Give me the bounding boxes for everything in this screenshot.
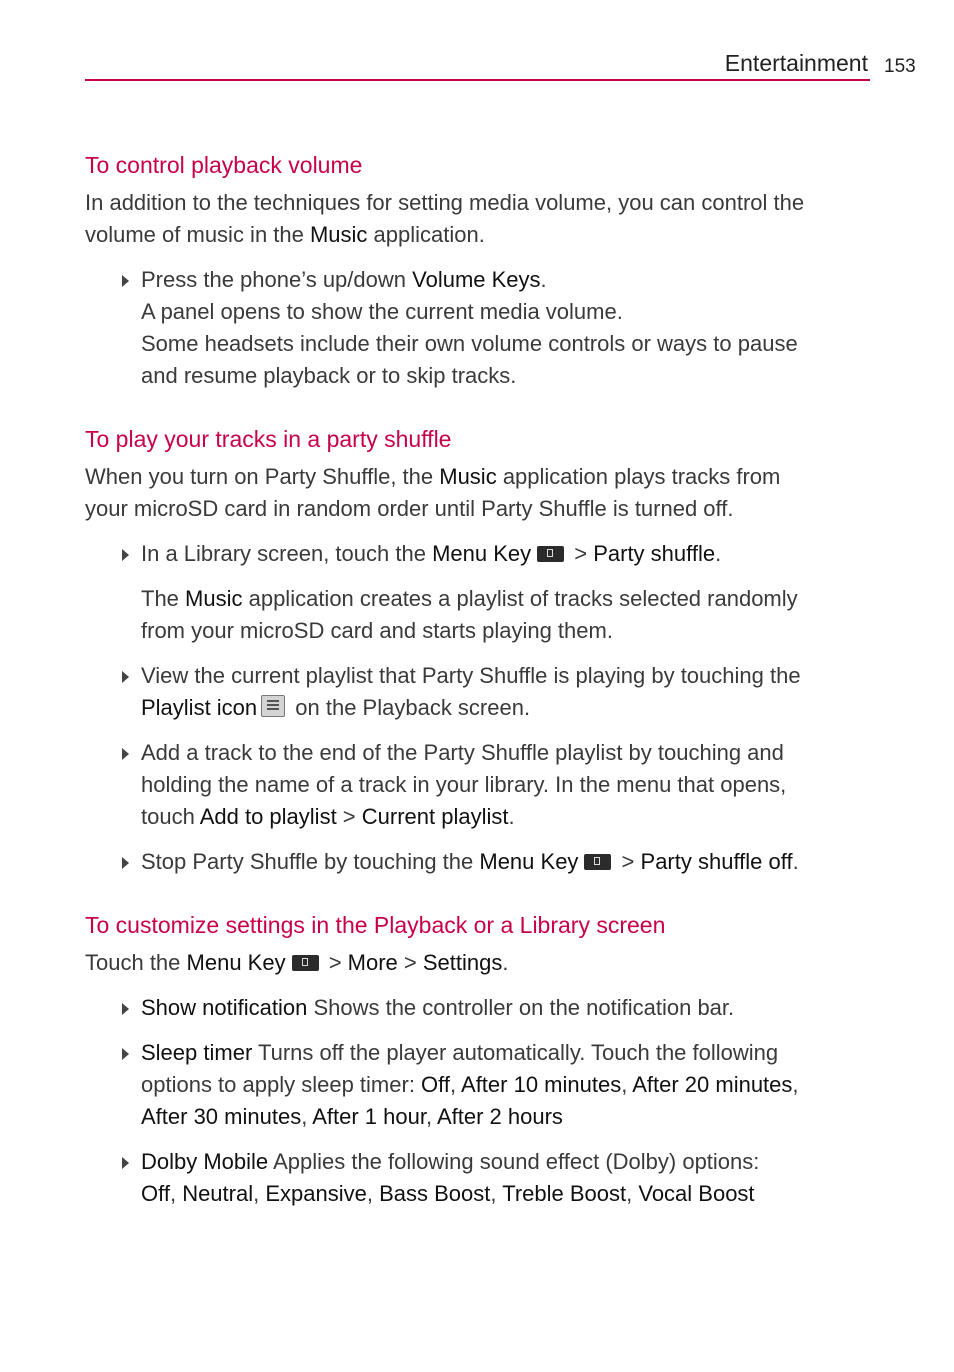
text: , xyxy=(366,1181,380,1206)
heading-playback-volume: To control playback volume xyxy=(85,152,363,178)
bullet-arrow-icon xyxy=(122,1048,129,1060)
text: The xyxy=(141,586,186,611)
s2-bullets xyxy=(85,538,875,878)
text: . xyxy=(508,804,515,829)
dolby-neutral: Neutral xyxy=(182,1181,254,1206)
text: on the Playback screen. xyxy=(289,695,531,720)
settings-term: Settings xyxy=(422,950,503,975)
list-item xyxy=(85,737,875,833)
text: > xyxy=(336,804,362,829)
text: , xyxy=(169,1181,183,1206)
bullet-arrow-icon xyxy=(122,857,129,869)
text: > xyxy=(322,950,348,975)
text-line xyxy=(141,538,875,570)
text: application creates a playlist of tracks selected randomly xyxy=(242,586,798,611)
s1-bullets xyxy=(85,264,875,392)
dolby-mobile-term: Dolby Mobile xyxy=(141,1149,269,1174)
text: . xyxy=(792,849,799,874)
current-playlist-term: Current playlist xyxy=(361,804,509,829)
text-line xyxy=(141,1146,875,1178)
text: , xyxy=(450,1072,462,1097)
list-item xyxy=(85,264,875,392)
text-line: View the current playlist that Party Shuffle is playing by touching the xyxy=(141,663,801,688)
text-line xyxy=(141,583,875,615)
s2-intro-line1 xyxy=(85,461,875,493)
text: . xyxy=(715,541,722,566)
list-item xyxy=(85,846,875,878)
text: application plays tracks from xyxy=(496,464,781,489)
text-line xyxy=(141,1069,875,1101)
text: , xyxy=(621,1072,633,1097)
menu-key-term: Menu Key xyxy=(432,541,532,566)
dolby-bass-boost: Bass Boost xyxy=(379,1181,491,1206)
menu-key-icon xyxy=(537,546,564,562)
text: Shows the controller on the notification bar. xyxy=(307,995,735,1020)
text-line xyxy=(141,264,875,296)
text: Stop Party Shuffle by touching the xyxy=(141,849,480,874)
text: , xyxy=(792,1072,799,1097)
page-header xyxy=(85,48,870,81)
option-20-min: After 20 minutes xyxy=(632,1072,793,1097)
show-notification-term: Show notification xyxy=(141,995,308,1020)
playlist-icon-term: Playlist icon xyxy=(141,695,258,720)
text: > xyxy=(615,849,641,874)
heading-customize-settings: To customize settings in the Playback or a Library screen xyxy=(85,912,666,938)
text-line xyxy=(141,846,875,878)
text-line: Some headsets include their own volume controls or ways to pause xyxy=(141,331,798,356)
text-line xyxy=(141,692,875,724)
bullet-arrow-icon xyxy=(122,748,129,760)
music-term: Music xyxy=(439,464,497,489)
text: options to apply sleep timer: xyxy=(141,1072,422,1097)
text: , xyxy=(425,1104,437,1129)
menu-key-term: Menu Key xyxy=(186,950,286,975)
text-line: from your microSD card and starts playing them. xyxy=(141,618,613,643)
party-shuffle-term: Party shuffle xyxy=(593,541,716,566)
music-term: Music xyxy=(309,222,368,247)
volume-keys-term: Volume Keys xyxy=(412,267,541,292)
text: , xyxy=(626,1181,639,1206)
menu-key-icon xyxy=(584,854,611,870)
add-to-playlist-term: Add to playlist xyxy=(199,804,337,829)
dolby-off: Off xyxy=(141,1181,170,1206)
dolby-vocal-boost: Vocal Boost xyxy=(638,1181,755,1206)
bullet-arrow-icon xyxy=(122,1157,129,1169)
text: volume of music in the xyxy=(85,222,310,247)
s1-intro-line1: In addition to the techniques for setting media volume, you can control the xyxy=(85,190,805,215)
text-line: Add a track to the end of the Party Shuffle playlist by touching and xyxy=(141,740,784,765)
text: Turns off the player automatically. Touch the following xyxy=(252,1040,779,1065)
dolby-expansive: Expansive xyxy=(265,1181,367,1206)
text: , xyxy=(253,1181,266,1206)
text: > xyxy=(568,541,594,566)
text: application. xyxy=(367,222,485,247)
list-item xyxy=(85,992,875,1024)
text: Press the phone’s up/down xyxy=(141,267,413,292)
option-10-min: After 10 minutes xyxy=(461,1072,622,1097)
text: Touch the xyxy=(85,950,187,975)
menu-key-icon xyxy=(292,955,319,971)
text-line xyxy=(141,1037,875,1069)
page-content xyxy=(85,150,875,1223)
bullet-arrow-icon xyxy=(122,549,129,561)
text-line: holding the name of a track in your library. In the menu that opens, xyxy=(141,772,787,797)
text: Applies the following sound effect (Dolby) options: xyxy=(268,1149,760,1174)
text: touch xyxy=(141,804,200,829)
text-line xyxy=(141,1101,875,1133)
text: . xyxy=(540,267,547,292)
bullet-arrow-icon xyxy=(122,275,129,287)
text: When you turn on Party Shuffle, the xyxy=(85,464,440,489)
text: , xyxy=(490,1181,503,1206)
option-30-min: After 30 minutes xyxy=(141,1104,302,1129)
option-2-hours: After 2 hours xyxy=(436,1104,563,1129)
option-1-hour: After 1 hour xyxy=(312,1104,426,1129)
menu-key-term: Menu Key xyxy=(479,849,579,874)
bullet-arrow-icon xyxy=(122,671,129,683)
text: . xyxy=(502,950,509,975)
heading-party-shuffle: To play your tracks in a party shuffle xyxy=(85,426,452,452)
dolby-treble-boost: Treble Boost xyxy=(502,1181,627,1206)
text-line: A panel opens to show the current media volume. xyxy=(141,299,623,324)
more-term: More xyxy=(347,950,398,975)
music-term: Music xyxy=(185,586,243,611)
list-item xyxy=(85,538,875,647)
list-item xyxy=(85,1037,875,1133)
sleep-timer-term: Sleep timer xyxy=(141,1040,253,1065)
playlist-icon xyxy=(261,695,285,717)
s1-intro-line2 xyxy=(85,219,875,251)
party-shuffle-off-term: Party shuffle off xyxy=(640,849,793,874)
list-item xyxy=(85,1146,875,1210)
text-line xyxy=(141,801,875,833)
text-line xyxy=(141,1178,875,1210)
list-item xyxy=(85,660,875,724)
bullet-arrow-icon xyxy=(122,1003,129,1015)
text: , xyxy=(301,1104,313,1129)
section-title: Entertainment xyxy=(724,50,868,76)
s3-bullets xyxy=(85,992,875,1210)
s2-intro-line2: your microSD card in random order until Party Shuffle is turned off. xyxy=(85,496,734,521)
text: > xyxy=(397,950,423,975)
text-line: and resume playback or to skip tracks. xyxy=(141,363,517,388)
page-number: 153 xyxy=(884,56,916,77)
s3-intro xyxy=(85,947,875,979)
option-off: Off xyxy=(421,1072,450,1097)
text: In a Library screen, touch the xyxy=(141,541,433,566)
text-line xyxy=(141,992,875,1024)
